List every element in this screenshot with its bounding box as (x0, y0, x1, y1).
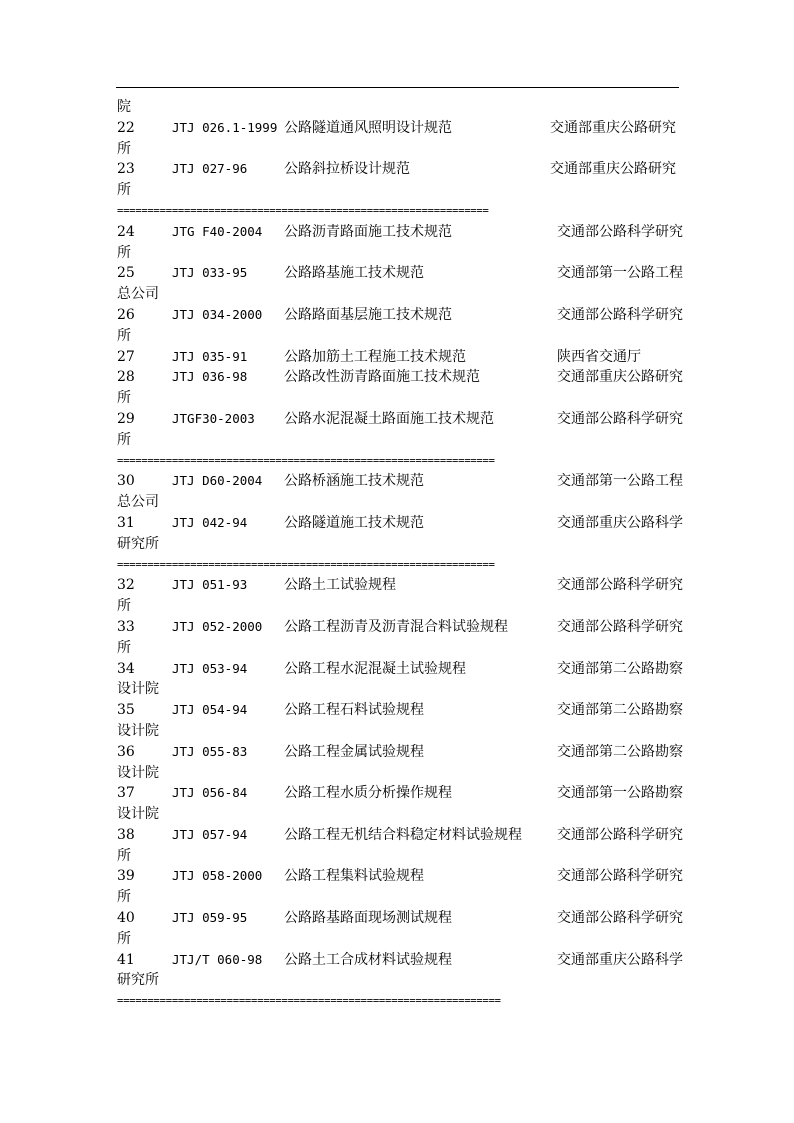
standard-title: 公路路基施工技术规范 (284, 265, 424, 282)
continuation-line (117, 492, 697, 513)
standard-code: JTJ 042-94 (172, 514, 248, 530)
list-item (117, 617, 697, 638)
issuing-org: 交通部第一公路工程 (557, 473, 683, 490)
continuation-line (117, 326, 697, 347)
standard-code: JTJ 051-93 (172, 577, 248, 593)
issuing-org: 交通部重庆公路研究 (557, 369, 683, 386)
standard-code: JTJ 034-2000 (172, 306, 263, 322)
continuation-line (117, 804, 697, 825)
separator-line (117, 555, 697, 576)
entry-number: 37 (117, 785, 135, 802)
standard-title: 公路工程水质分析操作规程 (284, 785, 452, 802)
entry-number: 35 (117, 702, 135, 719)
entry-number: 22 (117, 119, 135, 136)
standard-code: JTJ 033-95 (172, 265, 248, 281)
list-item (117, 742, 697, 763)
separator-line (117, 201, 697, 222)
continuation-line (117, 721, 697, 742)
entry-continuation: 所 (117, 244, 131, 261)
entry-continuation: 所 (117, 639, 131, 656)
separator: ============================================================== (117, 454, 495, 467)
standard-title: 公路土工试验规程 (284, 577, 396, 594)
standard-code: JTJ D60-2004 (172, 473, 263, 489)
standard-title: 公路隧道通风照明设计规范 (284, 119, 452, 136)
continuation-line (117, 887, 697, 908)
entry-continuation: 研究所 (117, 535, 159, 552)
issuing-org: 交通部重庆公路科学 (557, 514, 683, 531)
standard-title: 公路水泥混凝土路面施工技术规范 (284, 410, 494, 427)
entry-number: 31 (117, 514, 135, 531)
standard-code: JTGF30-2003 (172, 410, 255, 426)
issuing-org: 交通部第一公路勘察 (557, 785, 683, 802)
standard-title: 公路工程无机结合料稳定材料试验规程 (284, 826, 522, 843)
entry-continuation: 所 (117, 930, 131, 947)
list-item (117, 700, 697, 721)
header-rule (116, 87, 679, 88)
continuation-line (117, 139, 697, 160)
issuing-org: 交通部第一公路工程 (557, 265, 683, 282)
issuing-org: 交通部公路科学研究 (557, 910, 683, 927)
list-item (117, 222, 697, 243)
list-item (117, 908, 697, 929)
issuing-org: 交通部公路科学研究 (557, 826, 683, 843)
entry-number: 28 (117, 369, 135, 386)
standard-title: 公路路基路面现场测试规程 (284, 910, 452, 927)
continuation-line (117, 388, 697, 409)
list-item (117, 950, 697, 971)
issuing-org: 交通部公路科学研究 (557, 410, 683, 427)
entry-number: 32 (117, 577, 135, 594)
continuation-line (117, 929, 697, 950)
continuation-line (117, 970, 697, 991)
entry-continuation: 总公司 (117, 286, 159, 303)
entry-number: 40 (117, 910, 135, 927)
entry-number: 29 (117, 410, 135, 427)
list-item (117, 783, 697, 804)
continuation-line (117, 284, 697, 305)
standard-title: 公路沥青路面施工技术规范 (284, 223, 452, 240)
entry-continuation: 所 (117, 847, 131, 864)
issuing-org: 交通部第二公路勘察 (557, 702, 683, 719)
separator-line (117, 451, 697, 472)
standard-title: 公路工程金属试验规程 (284, 743, 424, 760)
standard-title: 公路隧道施工技术规范 (284, 514, 424, 531)
standard-title: 公路工程水泥混凝土试验规程 (284, 660, 466, 677)
standard-code: JTJ 052-2000 (172, 618, 263, 634)
entry-continuation: 所 (117, 598, 131, 615)
entry-continuation: 总公司 (117, 494, 159, 511)
standard-title: 公路土工合成材料试验规程 (284, 951, 452, 968)
separator: =============================================================== (117, 995, 501, 1008)
entry-continuation: 所 (117, 390, 131, 407)
separator: ============================================================== (117, 558, 495, 571)
entry-continuation: 所 (117, 431, 131, 448)
standard-code: JTJ 059-95 (172, 910, 248, 926)
entry-number: 33 (117, 618, 135, 635)
continuation-line (117, 638, 697, 659)
standard-title: 公路桥涵施工技术规范 (284, 473, 424, 490)
continuation-line (117, 679, 697, 700)
issuing-org: 交通部公路科学研究 (557, 577, 683, 594)
entry-number: 39 (117, 868, 135, 885)
entry-continuation: 设计院 (117, 764, 159, 781)
issuing-org: 交通部公路科学研究 (557, 306, 683, 323)
continuation-line (117, 596, 697, 617)
standard-title: 公路工程集料试验规程 (284, 868, 424, 885)
entry-continuation: 设计院 (117, 806, 159, 823)
list-item (117, 575, 697, 596)
standard-title: 公路路面基层施工技术规范 (284, 306, 452, 323)
standard-code: JTJ 057-94 (172, 826, 248, 842)
issuing-org: 交通部公路科学研究 (557, 223, 683, 240)
continuation-line (117, 180, 697, 201)
list-item (117, 471, 697, 492)
standard-code: JTJ/T 060-98 (172, 951, 263, 967)
list-item (117, 263, 697, 284)
entry-number: 23 (117, 161, 135, 178)
standard-code: JTJ 027-96 (172, 161, 248, 177)
entry-continuation: 所 (117, 140, 131, 157)
continuation-line (117, 534, 697, 555)
list-item (117, 866, 697, 887)
standard-code: JTJ 054-94 (172, 702, 248, 718)
issuing-org: 交通部公路科学研究 (557, 618, 683, 635)
entry-continuation: 设计院 (117, 722, 159, 739)
entry-continuation: 设计院 (117, 681, 159, 698)
issuing-org: 交通部重庆公路研究 (550, 161, 676, 178)
list-item (117, 659, 697, 680)
entry-continuation: 研究所 (117, 972, 159, 989)
standard-title: 公路工程石料试验规程 (284, 702, 424, 719)
standard-code: JTJ 026.1-1999 (172, 119, 278, 135)
standard-code: JTJ 035-91 (172, 348, 248, 364)
entry-continuation: 所 (117, 889, 131, 906)
continuation-line (117, 243, 697, 264)
standard-code: JTJ 036-98 (172, 369, 248, 385)
standard-title: 公路工程沥青及沥青混合料试验规程 (284, 618, 508, 635)
standards-list (117, 97, 697, 1012)
list-item (117, 367, 697, 388)
issuing-org: 交通部第二公路勘察 (557, 660, 683, 677)
entry-number: 26 (117, 306, 135, 323)
entry-number: 34 (117, 660, 135, 677)
entry-continuation: 所 (117, 327, 131, 344)
list-item (117, 513, 697, 534)
entry-number: 41 (117, 951, 135, 968)
entry-continuation: 所 (117, 182, 131, 199)
entry-number: 24 (117, 223, 135, 240)
list-item (117, 159, 697, 180)
issuing-org: 交通部重庆公路科学 (557, 951, 683, 968)
standard-code: JTJ 058-2000 (172, 868, 263, 884)
continuation-line (117, 430, 697, 451)
standard-title: 公路改性沥青路面施工技术规范 (284, 369, 480, 386)
list-item (117, 305, 697, 326)
standard-code: JTG F40-2004 (172, 223, 263, 239)
issuing-org: 交通部重庆公路研究 (550, 119, 676, 136)
list-item (117, 825, 697, 846)
list-item (117, 118, 697, 139)
continuation-line (117, 846, 697, 867)
list-item (117, 409, 697, 430)
entry-number: 25 (117, 265, 135, 282)
separator: ============================================================= (117, 204, 489, 217)
standard-code: JTJ 053-94 (172, 660, 248, 676)
entry-continuation: 院 (117, 99, 131, 115)
entry-number: 38 (117, 826, 135, 843)
list-item (117, 347, 697, 368)
standard-title: 公路加筋土工程施工技术规范 (284, 348, 466, 365)
standard-title: 公路斜拉桥设计规范 (284, 161, 410, 178)
standard-code: JTJ 056-84 (172, 785, 248, 801)
standard-code: JTJ 055-83 (172, 743, 248, 759)
issuing-org: 陕西省交通厅 (557, 348, 641, 365)
issuing-org: 交通部第二公路勘察 (557, 743, 683, 760)
issuing-org: 交通部公路科学研究 (557, 868, 683, 885)
separator-line (117, 991, 697, 1012)
entry-number: 30 (117, 473, 135, 490)
continuation-line (117, 97, 697, 118)
entry-number: 36 (117, 743, 135, 760)
entry-number: 27 (117, 348, 135, 365)
continuation-line (117, 763, 697, 784)
